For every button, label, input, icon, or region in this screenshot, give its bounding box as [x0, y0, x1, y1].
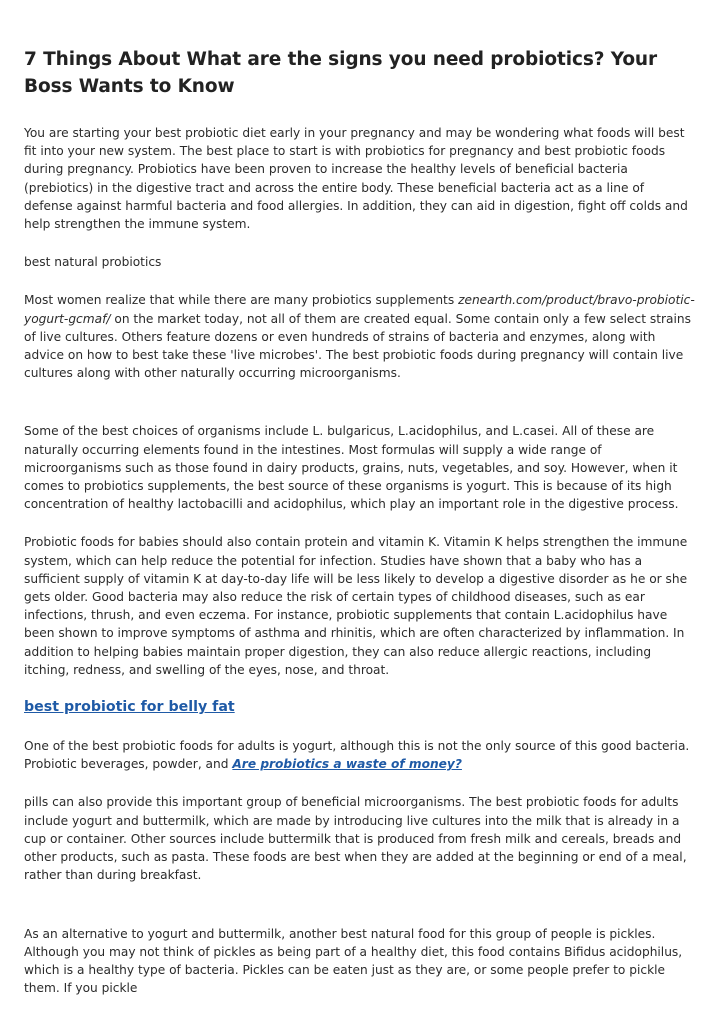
paragraph-babies: Probiotic foods for babies should also contain protein and vitamin K. Vitamin K helps strengthen the immune system, which can help reduce the potential for infection. Studies have shown that a baby who has a sufficient supply of vitamin K at day-to-day life will be less likely to develop a digestive disorder as he or she gets older. Good bacteria may also reduce the risk of certain types of childhood diseases, such as ear infections, thrush, and even eczema. For instance, probiotic supplements that contain L.acidophilus have been shown to improve symptoms of asthma and rhinitis, which are often characterized by inflammation. In addition to helping babies maintain proper digestion, they can also reduce allergic reactions, including itching, redness, and swelling of the eyes, nose, and throat.	[24, 535, 688, 677]
paragraph-supplements-text-end: on the market today, not all of them are created equal. Some contain only a few select strains of live cultures. Others feature dozens or even hundreds of strains of bacteria and enzymes, along with advice on how to best take these 'live microbes'. The best probiotic foods during pregnancy will contain live cultures along with other naturally occurring microorganisms.	[24, 311, 691, 381]
paragraph-supplements-text-start: Most women realize that while there are many probiotics supplements	[24, 293, 459, 308]
paragraph-keyword: best natural probiotics	[24, 255, 162, 270]
paragraph-intro: You are starting your best probiotic diet early in your pregnancy and may be wondering what foods will best fit into your new system. The best place to start is with probiotics for pregnancy and best probiotic foods during pregnancy. Probiotics have been proven to increase the healthy levels of beneficial bacteria (prebiotics) in the digestive tract and across the entire body. These beneficial bacteria act as a line of defense against harmful bacteria and food allergies. In addition, they can aid in digestion, fight off colds and help strengthen the immune system.	[24, 126, 688, 232]
paragraph-adults-text: One of the best probiotic foods for adults is yogurt, although this is not the only source of this good bacteria. Probiotic beverages, powder, and	[24, 739, 690, 772]
paragraph-supplements	[24, 291, 696, 382]
paragraph-pills: pills can also provide this important group of beneficial microorganisms. The best probiotic foods for adults include yogurt and buttermilk, which are made by introducing live cultures into the milk that is already in a cup or container. Other sources include buttermilk that is produced from fresh milk and cereals, breads and other products, such as pasta. These foods are best when they are added at the beginning or end of a meal, rather than during breakfast.	[24, 795, 687, 883]
article-title: 7 Things About What are the signs you need probiotics? Your Boss Wants to Know	[24, 49, 658, 97]
inline-article-link[interactable]: Are probiotics a waste of money?	[232, 757, 462, 772]
paragraph-pickles: As an alternative to yogurt and buttermilk, another best natural food for this group of people is pickles. Although you may not think of pickles as being part of a healthy diet, this food contains Bifidus acidophilus, which is a healthy type of bacteria. Pickles can be eaten just as they are, or some people prefer to pickle them. If you pickle	[24, 926, 683, 996]
subheading-link[interactable]: best probiotic for belly fat	[24, 699, 235, 716]
paragraph-adults	[24, 737, 696, 773]
product-url-text: zenearth.com/product/bravo-probiotic-yogurt-gcmaf/	[24, 293, 695, 326]
paragraph-organisms: Some of the best choices of organisms include L. bulgaricus, L.acidophilus, and L.casei. All of these are naturally occurring elements found in the intestines. Most formulas will supply a wide range of microorganisms such as those found in dairy products, grains, nuts, vegetables, and soy. However, when it comes to probiotics supplements, the best source of these organisms is yogurt. This is because of its high concentration of healthy lactobacilli and acidophilus, which play an important role in the digestive process.	[24, 424, 679, 512]
